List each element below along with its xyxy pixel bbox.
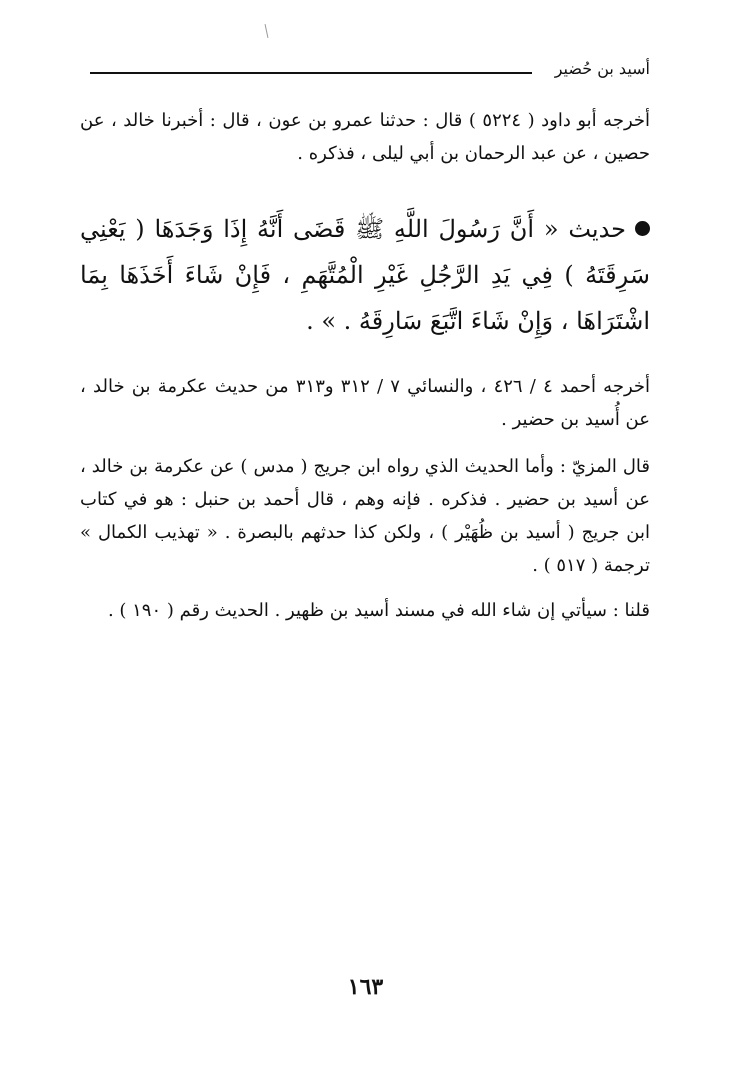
takhrij-paragraph-1: أخرجه أبو داود ( ٥٢٢٤ ) قال : حدثنا عمرو بن عون ، قال : أخبرنا خالد ، عن حصين ، عن عبد الرحمان بن أبي ليلى ، فذكره . [80, 110, 651, 164]
hadith-paragraph [80, 206, 650, 344]
running-head: أسيد بن حُضير [554, 59, 650, 78]
bullet-icon [635, 221, 650, 236]
scan-mark [265, 24, 269, 38]
page-header [90, 58, 650, 86]
takhrij-paragraph-2: أخرجه أحمد ٤ / ٤٢٦ ، والنسائي ٧ / ٣١٢ و٣١٣ من حديث عكرمة بن خالد ، عن أُسيد بن حضير . [80, 376, 651, 430]
hadith-text: حديث « أَنَّ رَسُولَ اللَّهِ ﷺ قَضَى أَنَّهُ إِذَا وَجَدَهَا ( يَعْنِي سَرِقَتَهُ ) فِي يَدِ الرَّجُلِ غَيْرِ الْمُتَّهَمِ ، فَإِنْ شَاءَ أَخَذَهَا بِمَا اشْتَرَاهَا ، وَإِنْ شَاءَ اتَّبَعَ سَارِقَهُ . » . [80, 215, 650, 335]
page-number: ١٦٣ [347, 974, 384, 1000]
editor-note-paragraph: قلنا : سيأتي إن شاء الله في مسند أسيد بن ظهير . الحديث رقم ( ١٩٠ ) . [107, 600, 650, 621]
mizzi-note-paragraph: قال المزيّ : وأما الحديث الذي رواه ابن جريج ( مدس ) عن عكرمة بن خالد ، عن أسيد بن حضير . فذكره . فإنه وهم ، قال أحمد بن حنبل : هو في كتاب ابن جريج ( أسيد بن ظُهَيْر ) ، ولكن كذا حدثهم بالبصرة . « تهذيب الكمال » ترجمة ( ٥١٧ ) . [80, 456, 650, 576]
header-rule [90, 72, 532, 74]
